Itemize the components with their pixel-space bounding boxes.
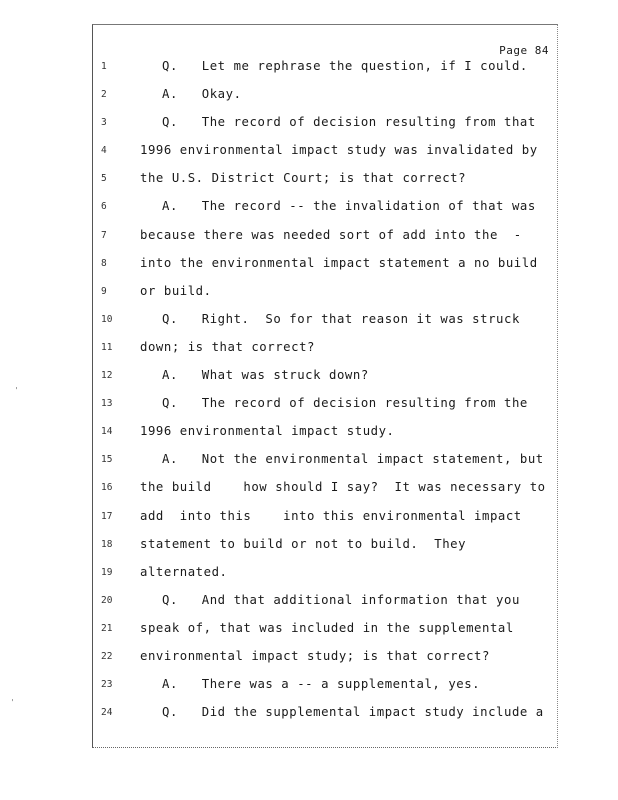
transcript-line: [93, 171, 557, 199]
line-number: 23: [101, 679, 113, 691]
line-number: 6: [101, 201, 107, 213]
line-text: speak of, that was included in the supplemental: [140, 620, 514, 635]
line-text: the build how should I say? It was necessary to: [140, 480, 546, 495]
transcript-line: [93, 565, 557, 593]
line-text: A. The record -- the invalidation of that was: [162, 199, 536, 214]
line-text: into the environmental impact statement a no build: [140, 255, 538, 270]
transcript-page: [92, 24, 558, 748]
line-text: Q. Did the supplemental impact study include a: [162, 705, 544, 720]
transcript-line: [93, 87, 557, 115]
line-text: A. There was a -- a supplemental, yes.: [162, 677, 481, 692]
transcript-line: [93, 115, 557, 143]
line-text: statement to build or not to build. They: [140, 536, 467, 551]
scan-mark: ': [10, 698, 15, 707]
line-text: alternated.: [140, 564, 228, 579]
line-number: 3: [101, 117, 107, 129]
line-text: down; is that correct?: [140, 339, 315, 354]
line-number: 12: [101, 370, 113, 382]
line-number: 21: [101, 622, 113, 634]
transcript-line: [93, 593, 557, 621]
transcript-line: [93, 284, 557, 312]
line-number: 9: [101, 285, 107, 297]
transcript-line: [93, 509, 557, 537]
transcript-line: [93, 452, 557, 480]
transcript-line: [93, 228, 557, 256]
line-text: Q. The record of decision resulting from that: [162, 115, 536, 130]
line-text: because there was needed sort of add into the -: [140, 227, 522, 242]
transcript-line: [93, 368, 557, 396]
line-text: A. Okay.: [162, 87, 242, 102]
line-number: 8: [101, 257, 107, 269]
line-number: 22: [101, 650, 113, 662]
line-number: 1: [101, 61, 107, 72]
line-text: Q. And that additional information that you: [162, 592, 520, 607]
line-text: 1996 environmental impact study was invalidated by: [140, 143, 538, 158]
line-text: 1996 environmental impact study.: [140, 424, 395, 439]
line-number: 15: [101, 454, 113, 466]
transcript-line: [93, 480, 557, 508]
line-number: 19: [101, 566, 113, 578]
line-number: 5: [101, 173, 107, 185]
line-text: or build.: [140, 283, 212, 298]
transcript-line: [93, 59, 557, 87]
line-number: 18: [101, 538, 113, 550]
line-text: Q. Let me rephrase the question, if I could.: [162, 59, 528, 73]
line-number: 17: [101, 510, 113, 522]
line-number: 20: [101, 594, 113, 606]
transcript-line: [93, 621, 557, 649]
transcript-line: [93, 256, 557, 284]
transcript-line: [93, 677, 557, 705]
line-text: the U.S. District Court; is that correct?: [140, 171, 467, 186]
line-number: 10: [101, 313, 113, 325]
line-text: environmental impact study; is that correct?: [140, 648, 490, 663]
scan-mark: ': [14, 386, 19, 395]
page-number: Page 84: [499, 44, 549, 57]
transcript-lines: [93, 59, 557, 733]
line-number: 13: [101, 398, 113, 410]
line-number: 4: [101, 145, 107, 157]
line-number: 24: [101, 707, 113, 719]
line-text: add into this into this environmental impact: [140, 508, 522, 523]
transcript-line: [93, 143, 557, 171]
line-text: Q. The record of decision resulting from the: [162, 396, 528, 411]
line-number: 11: [101, 341, 113, 353]
transcript-line: [93, 705, 557, 733]
transcript-line: [93, 537, 557, 565]
line-number: 2: [101, 89, 107, 101]
transcript-line: [93, 396, 557, 424]
line-number: 14: [101, 426, 113, 438]
line-text: Q. Right. So for that reason it was struck: [162, 311, 520, 326]
line-text: A. Not the environmental impact statement, but: [162, 452, 544, 467]
transcript-line: [93, 199, 557, 227]
line-number: 7: [101, 229, 107, 241]
transcript-line: [93, 312, 557, 340]
transcript-line: [93, 649, 557, 677]
transcript-line: [93, 424, 557, 452]
line-number: 16: [101, 482, 113, 494]
transcript-line: [93, 340, 557, 368]
line-text: A. What was struck down?: [162, 368, 369, 383]
